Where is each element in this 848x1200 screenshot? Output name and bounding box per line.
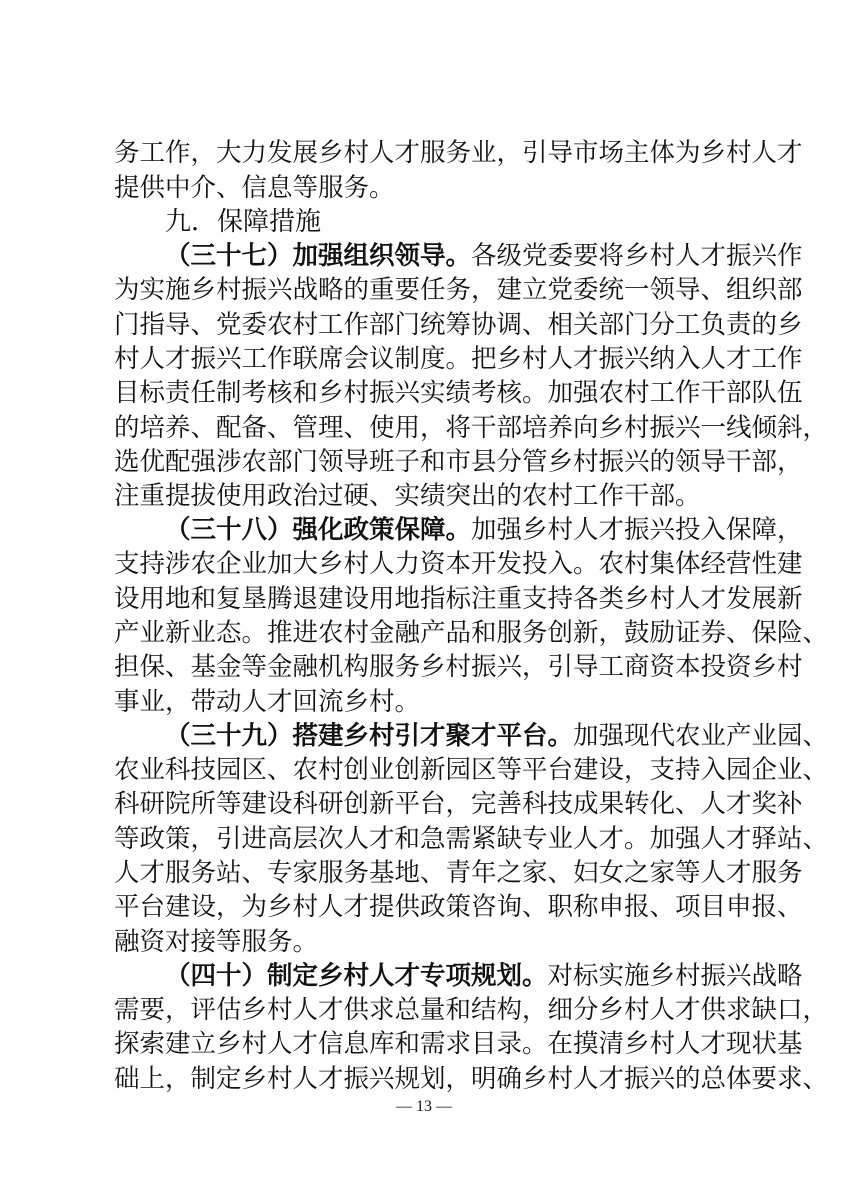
paragraph-first-line: （三十九）搭建乡村引才聚才平台。加强现代农业产业园、 xyxy=(165,721,829,751)
body-line: 础上，制定乡村人才振兴规划，明确乡村人才振兴的总体要求、 xyxy=(114,1064,829,1094)
paragraph-first-line: （三十八）强化政策保障。加强乡村人才振兴投入保障， xyxy=(165,515,803,545)
body-line: 科研院所等建设科研创新平台，完善科技成果转化、人才奖补 xyxy=(114,789,803,819)
body-line: 等政策，引进高层次人才和急需紧缺专业人才。加强人才驿站、 xyxy=(114,824,829,854)
section-heading: 九．保障措施 xyxy=(165,207,322,237)
body-line: 担保、基金等金融机构服务乡村振兴，引导工商资本投资乡村 xyxy=(114,652,803,682)
paragraph-first-line: （三十七）加强组织领导。各级党委要将乡村人才振兴作 xyxy=(165,241,803,271)
body-line: 支持涉农企业加大乡村人力资本开发投入。农村集体经营性建 xyxy=(114,549,803,579)
body-line: 农业科技园区、农村创业创新园区等平台建设，支持入园企业、 xyxy=(114,755,829,785)
body-line: 设用地和复垦腾退建设用地指标注重支持各类乡村人才发展新 xyxy=(114,584,803,614)
paragraph-first-line: （四十）制定乡村人才专项规划。对标实施乡村振兴战略 xyxy=(165,961,803,991)
body-line: 门指导、党委农村工作部门统筹协调、相关部门分工负责的乡 xyxy=(114,310,803,340)
body-line: 平台建设，为乡村人才提供政策咨询、职称申报、项目申报、 xyxy=(114,892,803,922)
body-line: 探索建立乡村人才信息库和需求目录。在摸清乡村人才现状基 xyxy=(114,1029,803,1059)
body-line: 融资对接等服务。 xyxy=(114,927,319,957)
clause-title: （四十）制定乡村人才专项规划。 xyxy=(165,961,548,991)
body-line: 人才服务站、专家服务基地、青年之家、妇女之家等人才服务 xyxy=(114,858,803,888)
body-line: 为实施乡村振兴战略的重要任务，建立党委统一领导、组织部 xyxy=(114,275,803,305)
body-line: 需要，评估乡村人才供求总量和结构，细分乡村人才供求缺口， xyxy=(114,995,829,1025)
clause-title: （三十七）加强组织领导。 xyxy=(165,241,472,271)
page-number: — 13 — xyxy=(396,1098,452,1115)
body-line: 提供中介、信息等服务。 xyxy=(114,173,395,203)
body-line: 注重提拔使用政治过硬、实绩突出的农村工作干部。 xyxy=(114,481,701,511)
body-line: 选优配强涉农部门领导班子和市县分管乡村振兴的领导干部， xyxy=(114,447,803,477)
clause-title: （三十八）强化政策保障。 xyxy=(165,515,472,545)
body-line: 务工作，大力发展乡村人才服务业，引导市场主体为乡村人才 xyxy=(114,138,803,168)
body-line: 事业，带动人才回流乡村。 xyxy=(114,687,421,717)
body-line: 的培养、配备、管理、使用，将干部培养向乡村振兴一线倾斜， xyxy=(114,413,829,443)
body-line: 目标责任制考核和乡村振兴实绩考核。加强农村工作干部队伍 xyxy=(114,378,803,408)
body-line: 产业新业态。推进农村金融产品和服务创新，鼓励证券、保险、 xyxy=(114,618,829,648)
body-line: 村人才振兴工作联席会议制度。把乡村人才振兴纳入人才工作 xyxy=(114,344,803,374)
clause-title: （三十九）搭建乡村引才聚才平台。 xyxy=(165,721,574,751)
